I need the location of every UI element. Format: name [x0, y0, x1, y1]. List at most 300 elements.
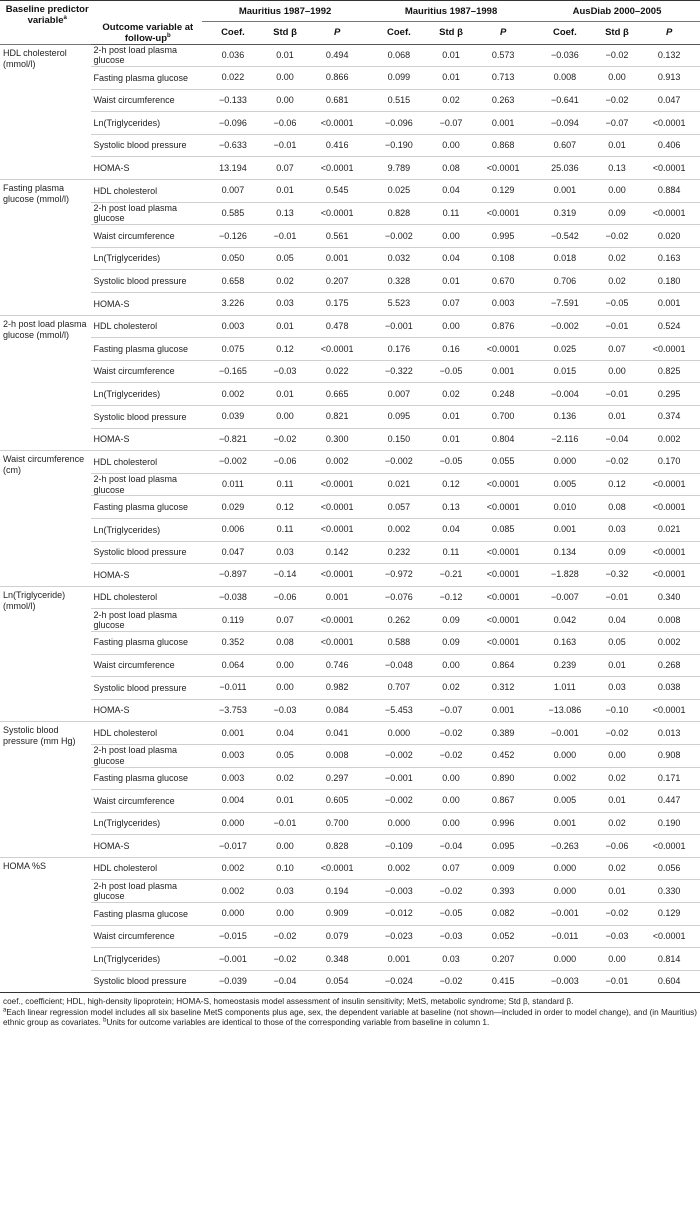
std-beta-cell: 0.07 [264, 157, 307, 180]
p-value-cell: 0.008 [638, 609, 700, 632]
std-beta-cell: 0.01 [264, 383, 307, 406]
table-row [0, 970, 700, 993]
coef-cell: 0.064 [202, 654, 264, 677]
p-value-cell: <0.0001 [638, 699, 700, 722]
coef-cell: −1.828 [534, 564, 596, 587]
coef-cell: −0.165 [202, 360, 264, 383]
outcome-variable-cell: HOMA-S [91, 699, 202, 722]
std-beta-cell: 0.00 [264, 67, 307, 90]
std-beta-cell: 0.05 [264, 247, 307, 270]
p-value-cell: 0.001 [472, 360, 534, 383]
outcome-variable-cell: HOMA-S [91, 293, 202, 316]
table-row [0, 812, 700, 835]
p-value-cell: <0.0001 [306, 157, 368, 180]
outcome-variable-cell: Fasting plasma glucose [91, 631, 202, 654]
header-baseline-predictor: Baseline predictor variable$^a$ [0, 1, 91, 45]
std-beta-cell: −0.05 [430, 360, 473, 383]
p-value-cell: 0.085 [472, 518, 534, 541]
coef-cell: 0.002 [202, 857, 264, 880]
std-beta-cell: −0.02 [430, 970, 473, 993]
baseline-predictor-cell: Ln(Triglyceride) (mmol/l) [0, 586, 91, 722]
table-row [0, 270, 700, 293]
coef-cell: −0.024 [368, 970, 430, 993]
coef-cell: 0.099 [368, 67, 430, 90]
table-row [0, 428, 700, 451]
coef-cell: 0.006 [202, 518, 264, 541]
std-beta-cell: −0.01 [596, 315, 639, 338]
std-beta-cell: −0.05 [430, 451, 473, 474]
baseline-predictor-cell: HDL cholesterol (mmol/l) [0, 44, 91, 180]
outcome-variable-cell: Systolic blood pressure [91, 270, 202, 293]
std-beta-cell: 0.00 [430, 812, 473, 835]
coef-cell: 0.002 [534, 767, 596, 790]
coef-cell: −0.001 [202, 948, 264, 971]
outcome-variable-cell: Ln(Triglycerides) [91, 112, 202, 135]
coef-cell: 0.003 [202, 744, 264, 767]
table-row [0, 699, 700, 722]
table-row [0, 948, 700, 971]
p-value-cell: 0.545 [306, 180, 368, 203]
table-row [0, 451, 700, 474]
p-value-cell: 0.263 [472, 89, 534, 112]
std-beta-cell: 0.00 [596, 180, 639, 203]
outcome-variable-cell: 2-h post load plasma glucose [91, 609, 202, 632]
header-std-beta: Std β [264, 22, 307, 45]
std-beta-cell: 0.00 [430, 654, 473, 677]
table-row [0, 880, 700, 903]
p-value-cell: 0.393 [472, 880, 534, 903]
coef-cell: −0.001 [368, 767, 430, 790]
coef-cell: 0.163 [534, 631, 596, 654]
coef-cell: −0.038 [202, 586, 264, 609]
p-value-cell: <0.0001 [306, 609, 368, 632]
coef-cell: −0.001 [534, 903, 596, 926]
std-beta-cell: −0.06 [264, 112, 307, 135]
std-beta-cell: 0.12 [596, 473, 639, 496]
p-value-cell: 0.180 [638, 270, 700, 293]
coef-cell: −0.001 [534, 722, 596, 745]
std-beta-cell: 0.05 [596, 631, 639, 654]
coef-cell: 0.607 [534, 134, 596, 157]
coef-cell: −0.002 [368, 790, 430, 813]
p-value-cell: 0.297 [306, 767, 368, 790]
table-row [0, 925, 700, 948]
std-beta-cell: −0.06 [596, 835, 639, 858]
p-value-cell: 0.268 [638, 654, 700, 677]
std-beta-cell: 0.07 [264, 609, 307, 632]
std-beta-cell: 0.12 [430, 473, 473, 496]
p-value-cell: 0.002 [638, 631, 700, 654]
p-value-cell: 0.013 [638, 722, 700, 745]
p-value-cell: <0.0001 [306, 564, 368, 587]
outcome-variable-cell: Ln(Triglycerides) [91, 247, 202, 270]
std-beta-cell: −0.02 [264, 925, 307, 948]
coef-cell: −0.821 [202, 428, 264, 451]
p-value-cell: 0.038 [638, 677, 700, 700]
header-study-1: Mauritius 1987–1992 [202, 1, 368, 22]
coef-cell: −0.126 [202, 225, 264, 248]
std-beta-cell: 0.08 [264, 631, 307, 654]
p-value-cell: 0.700 [472, 406, 534, 429]
coef-cell: 0.001 [202, 722, 264, 745]
coef-cell: 0.001 [534, 518, 596, 541]
baseline-predictor-cell: HOMA %S [0, 857, 91, 993]
outcome-variable-cell: Waist circumference [91, 225, 202, 248]
coef-cell: 13.194 [202, 157, 264, 180]
std-beta-cell: 0.01 [430, 270, 473, 293]
outcome-variable-cell: Waist circumference [91, 925, 202, 948]
p-value-cell: 0.142 [306, 541, 368, 564]
std-beta-cell: −0.03 [596, 925, 639, 948]
coef-cell: −0.096 [202, 112, 264, 135]
outcome-variable-cell: HOMA-S [91, 157, 202, 180]
p-value-cell: <0.0001 [638, 157, 700, 180]
table-row [0, 134, 700, 157]
p-value-cell: 0.995 [472, 225, 534, 248]
p-value-cell: 0.996 [472, 812, 534, 835]
std-beta-cell: 0.13 [430, 496, 473, 519]
coef-cell: −0.096 [368, 112, 430, 135]
table-header [0, 1, 700, 45]
std-beta-cell: 0.07 [430, 293, 473, 316]
baseline-predictor-cell: Fasting plasma glucose (mmol/l) [0, 180, 91, 316]
coef-cell: 0.002 [202, 880, 264, 903]
header-p: P [638, 22, 700, 45]
p-value-cell: 0.868 [472, 134, 534, 157]
outcome-variable-cell: 2-h post load plasma glucose [91, 202, 202, 225]
std-beta-cell: 0.03 [596, 677, 639, 700]
p-value-cell: <0.0001 [472, 157, 534, 180]
p-value-cell: <0.0001 [472, 564, 534, 587]
header-outcome-variable: Outcome variable at follow-$up^b$ [91, 22, 202, 45]
table-row [0, 609, 700, 632]
coef-cell: 0.119 [202, 609, 264, 632]
coef-cell: 0.515 [368, 89, 430, 112]
std-beta-cell: −0.02 [596, 44, 639, 67]
p-value-cell: <0.0001 [472, 609, 534, 632]
outcome-variable-cell: Waist circumference [91, 360, 202, 383]
coef-cell: 0.003 [202, 767, 264, 790]
std-beta-cell: −0.04 [264, 970, 307, 993]
coef-cell: −2.116 [534, 428, 596, 451]
p-value-cell: <0.0001 [306, 338, 368, 361]
outcome-variable-cell: Systolic blood pressure [91, 970, 202, 993]
coef-cell: 0.050 [202, 247, 264, 270]
p-value-cell: <0.0001 [638, 496, 700, 519]
outcome-variable-cell: Systolic blood pressure [91, 134, 202, 157]
coef-cell: 0.029 [202, 496, 264, 519]
coef-cell: −0.017 [202, 835, 264, 858]
coef-cell: −0.011 [202, 677, 264, 700]
p-value-cell: 0.804 [472, 428, 534, 451]
outcome-variable-cell: Systolic blood pressure [91, 677, 202, 700]
p-value-cell: 0.909 [306, 903, 368, 926]
std-beta-cell: 0.00 [430, 790, 473, 813]
p-value-cell: 0.001 [306, 586, 368, 609]
std-beta-cell: 0.09 [596, 202, 639, 225]
header-study-3: AusDiab 2000–2005 [534, 1, 700, 22]
p-value-cell: <0.0001 [472, 202, 534, 225]
p-value-cell: <0.0001 [472, 541, 534, 564]
std-beta-cell: 0.01 [264, 790, 307, 813]
std-beta-cell: 0.11 [430, 202, 473, 225]
std-beta-cell: 0.01 [596, 134, 639, 157]
std-beta-cell: 0.11 [264, 518, 307, 541]
coef-cell: 0.262 [368, 609, 430, 632]
std-beta-cell: −0.02 [596, 89, 639, 112]
std-beta-cell: 0.00 [430, 767, 473, 790]
p-value-cell: 0.095 [472, 835, 534, 858]
coef-cell: 0.039 [202, 406, 264, 429]
std-beta-cell: 0.01 [264, 180, 307, 203]
coef-cell: 0.000 [534, 857, 596, 880]
table-row [0, 180, 700, 203]
std-beta-cell: 0.03 [596, 518, 639, 541]
coef-cell: 3.226 [202, 293, 264, 316]
p-value-cell: 0.020 [638, 225, 700, 248]
p-value-cell: 0.009 [472, 857, 534, 880]
p-value-cell: 0.374 [638, 406, 700, 429]
baseline-predictor-cell: 2-h post load plasma glucose (mmol/l) [0, 315, 91, 451]
std-beta-cell: 0.03 [264, 293, 307, 316]
std-beta-cell: −0.01 [596, 970, 639, 993]
coef-cell: 9.789 [368, 157, 430, 180]
table-row [0, 406, 700, 429]
p-value-cell: 0.194 [306, 880, 368, 903]
std-beta-cell: −0.05 [430, 903, 473, 926]
table-row [0, 654, 700, 677]
std-beta-cell: 0.02 [596, 857, 639, 880]
table-row [0, 67, 700, 90]
outcome-variable-cell: HDL cholesterol [91, 586, 202, 609]
header-std-beta: Std β [596, 22, 639, 45]
outcome-variable-cell: 2-h post load plasma glucose [91, 44, 202, 67]
std-beta-cell: 0.00 [596, 744, 639, 767]
coef-cell: −0.002 [534, 315, 596, 338]
coef-cell: 0.176 [368, 338, 430, 361]
std-beta-cell: 0.11 [264, 473, 307, 496]
outcome-variable-cell: Waist circumference [91, 89, 202, 112]
coef-cell: 0.008 [534, 67, 596, 90]
table-row [0, 767, 700, 790]
table-row [0, 835, 700, 858]
std-beta-cell: 0.02 [596, 270, 639, 293]
p-value-cell: <0.0001 [306, 112, 368, 135]
p-value-cell: 0.340 [638, 586, 700, 609]
std-beta-cell: 0.02 [430, 89, 473, 112]
p-value-cell: 0.108 [472, 247, 534, 270]
p-value-cell: 0.604 [638, 970, 700, 993]
outcome-variable-cell: Fasting plasma glucose [91, 338, 202, 361]
p-value-cell: 0.001 [472, 112, 534, 135]
table-row [0, 518, 700, 541]
std-beta-cell: 0.13 [264, 202, 307, 225]
outcome-variable-cell: HDL cholesterol [91, 451, 202, 474]
p-value-cell: 0.913 [638, 67, 700, 90]
coef-cell: 25.036 [534, 157, 596, 180]
p-value-cell: 0.295 [638, 383, 700, 406]
std-beta-cell: 0.00 [264, 654, 307, 677]
std-beta-cell: 0.01 [264, 44, 307, 67]
coef-cell: 0.136 [534, 406, 596, 429]
coef-cell: −7.591 [534, 293, 596, 316]
std-beta-cell: 0.00 [596, 360, 639, 383]
std-beta-cell: −0.02 [596, 722, 639, 745]
p-value-cell: 0.171 [638, 767, 700, 790]
header-p: P [306, 22, 368, 45]
outcome-variable-cell: Systolic blood pressure [91, 406, 202, 429]
coef-cell: 0.000 [534, 948, 596, 971]
p-value-cell: 0.406 [638, 134, 700, 157]
std-beta-cell: 0.03 [264, 880, 307, 903]
p-value-cell: 0.864 [472, 654, 534, 677]
coef-cell: −0.002 [368, 744, 430, 767]
p-value-cell: 0.494 [306, 44, 368, 67]
coef-cell: −0.048 [368, 654, 430, 677]
std-beta-cell: 0.00 [264, 89, 307, 112]
std-beta-cell: 0.03 [430, 948, 473, 971]
p-value-cell: <0.0001 [638, 925, 700, 948]
outcome-variable-cell: Waist circumference [91, 790, 202, 813]
p-value-cell: 0.821 [306, 406, 368, 429]
table-row [0, 315, 700, 338]
p-value-cell: <0.0001 [306, 631, 368, 654]
coef-cell: −5.453 [368, 699, 430, 722]
table-row [0, 157, 700, 180]
header-std-beta: Std β [430, 22, 473, 45]
table-row [0, 293, 700, 316]
p-value-cell: 0.700 [306, 812, 368, 835]
p-value-cell: 0.330 [638, 880, 700, 903]
p-value-cell: 0.170 [638, 451, 700, 474]
p-value-cell: 0.605 [306, 790, 368, 813]
coef-cell: −0.322 [368, 360, 430, 383]
std-beta-cell: −0.03 [430, 925, 473, 948]
outcome-variable-cell: Fasting plasma glucose [91, 767, 202, 790]
table-row [0, 247, 700, 270]
outcome-variable-cell: Systolic blood pressure [91, 541, 202, 564]
std-beta-cell: 0.02 [264, 767, 307, 790]
coef-cell: 0.007 [368, 383, 430, 406]
coef-cell: −13.086 [534, 699, 596, 722]
coef-cell: 0.002 [368, 857, 430, 880]
std-beta-cell: −0.10 [596, 699, 639, 722]
std-beta-cell: 0.09 [430, 631, 473, 654]
coef-cell: 0.001 [534, 812, 596, 835]
coef-cell: 0.021 [368, 473, 430, 496]
outcome-variable-cell: Waist circumference [91, 654, 202, 677]
coef-cell: 0.707 [368, 677, 430, 700]
p-value-cell: 0.082 [472, 903, 534, 926]
p-value-cell: 0.056 [638, 857, 700, 880]
coef-cell: −0.641 [534, 89, 596, 112]
std-beta-cell: −0.01 [264, 134, 307, 157]
p-value-cell: 0.670 [472, 270, 534, 293]
p-value-cell: 0.573 [472, 44, 534, 67]
std-beta-cell: −0.02 [264, 948, 307, 971]
coef-cell: 0.000 [534, 451, 596, 474]
std-beta-cell: 0.01 [596, 406, 639, 429]
baseline-predictor-cell: Waist circumference (cm) [0, 451, 91, 587]
coef-cell: 0.239 [534, 654, 596, 677]
p-value-cell: <0.0001 [306, 202, 368, 225]
std-beta-cell: −0.02 [430, 744, 473, 767]
coef-cell: −0.002 [368, 451, 430, 474]
p-value-cell: 0.866 [306, 67, 368, 90]
std-beta-cell: −0.03 [264, 699, 307, 722]
coef-cell: 0.025 [368, 180, 430, 203]
p-value-cell: 0.129 [472, 180, 534, 203]
p-value-cell: <0.0001 [638, 112, 700, 135]
outcome-variable-cell: HOMA-S [91, 835, 202, 858]
std-beta-cell: 0.09 [596, 541, 639, 564]
coef-cell: 1.011 [534, 677, 596, 700]
std-beta-cell: 0.02 [596, 767, 639, 790]
std-beta-cell: 0.00 [430, 134, 473, 157]
table-row [0, 225, 700, 248]
std-beta-cell: 0.09 [430, 609, 473, 632]
p-value-cell: 0.047 [638, 89, 700, 112]
outcome-variable-cell: HOMA-S [91, 564, 202, 587]
coef-cell: 0.057 [368, 496, 430, 519]
table-row [0, 722, 700, 745]
std-beta-cell: −0.02 [264, 428, 307, 451]
std-beta-cell: 0.12 [264, 496, 307, 519]
p-value-cell: 0.129 [638, 903, 700, 926]
table-row [0, 586, 700, 609]
std-beta-cell: −0.02 [430, 880, 473, 903]
std-beta-cell: 0.00 [430, 225, 473, 248]
std-beta-cell: −0.07 [596, 112, 639, 135]
coef-cell: 0.588 [368, 631, 430, 654]
p-value-cell: <0.0001 [472, 631, 534, 654]
coef-cell: −0.076 [368, 586, 430, 609]
std-beta-cell: 0.11 [430, 541, 473, 564]
coef-cell: 0.319 [534, 202, 596, 225]
coef-cell: −0.263 [534, 835, 596, 858]
std-beta-cell: 0.01 [430, 67, 473, 90]
outcome-variable-cell: Ln(Triglycerides) [91, 948, 202, 971]
p-value-cell: <0.0001 [306, 518, 368, 541]
coef-cell: 0.036 [202, 44, 264, 67]
outcome-variable-cell: Fasting plasma glucose [91, 67, 202, 90]
outcome-variable-cell: HDL cholesterol [91, 180, 202, 203]
p-value-cell: 0.132 [638, 44, 700, 67]
p-value-cell: 0.052 [472, 925, 534, 948]
std-beta-cell: 0.02 [596, 812, 639, 835]
footnote-a-b: $^a$Each linear regression model includes all six baseline MetS components plus age, sex, the dependent variable at baseline (not shown—included in order to model change), and (in Mauritius) ethnic group as covariates. $^b$Units for outcome variables are identical to those of the corresponding variable from baseline in column 1. [3, 1007, 697, 1028]
p-value-cell: 0.248 [472, 383, 534, 406]
p-value-cell: 0.002 [306, 451, 368, 474]
p-value-cell: <0.0001 [638, 473, 700, 496]
table-row [0, 89, 700, 112]
table-row [0, 790, 700, 813]
p-value-cell: 0.003 [472, 293, 534, 316]
p-value-cell: 0.908 [638, 744, 700, 767]
outcome-variable-cell: Ln(Triglycerides) [91, 812, 202, 835]
coef-cell: 0.658 [202, 270, 264, 293]
p-value-cell: <0.0001 [306, 496, 368, 519]
p-value-cell: 0.746 [306, 654, 368, 677]
coef-cell: 0.010 [534, 496, 596, 519]
std-beta-cell: 0.07 [596, 338, 639, 361]
p-value-cell: 0.175 [306, 293, 368, 316]
coef-cell: −0.542 [534, 225, 596, 248]
coef-cell: −0.002 [202, 451, 264, 474]
p-value-cell: 0.665 [306, 383, 368, 406]
header-study-2: Mauritius 1987–1998 [368, 1, 534, 22]
table-row [0, 202, 700, 225]
